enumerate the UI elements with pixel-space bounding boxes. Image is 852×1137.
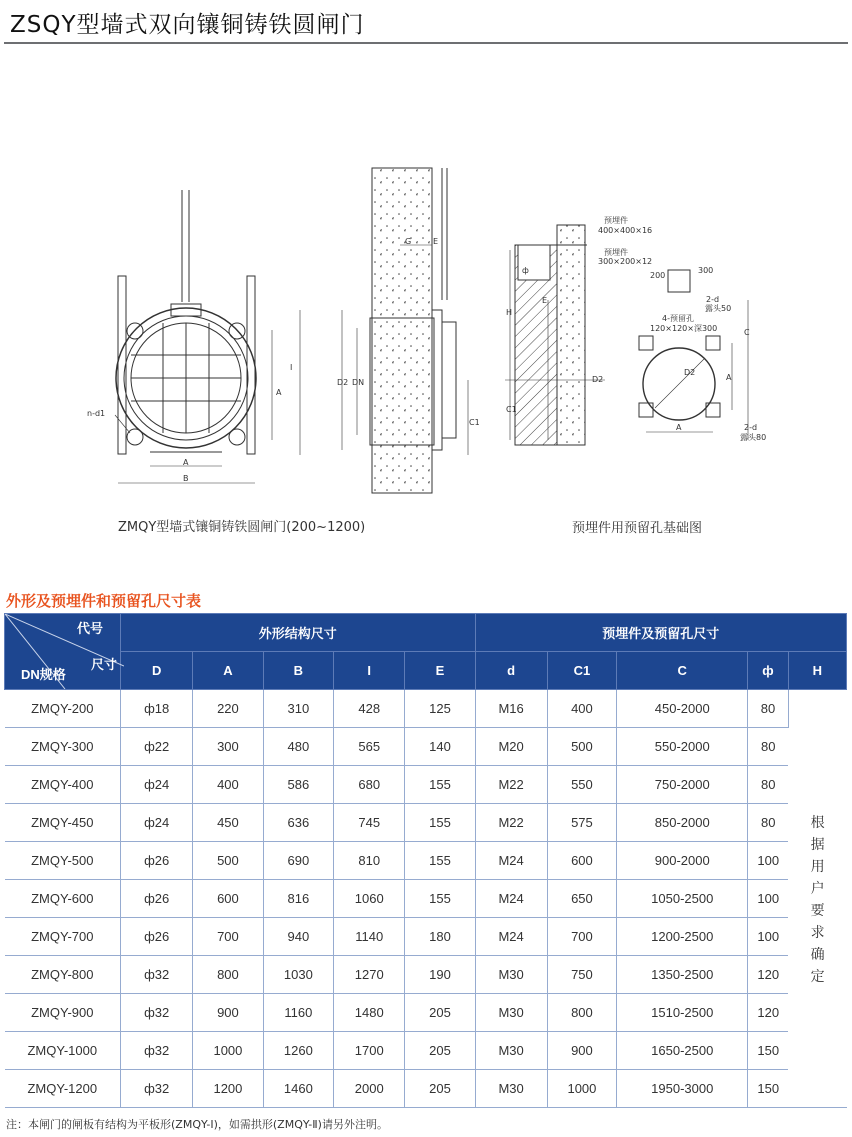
table-cell: ф26	[121, 918, 193, 956]
label-exposed-50: 露头50	[705, 304, 732, 313]
table-cell: ф22	[121, 728, 193, 766]
column-header-2: B	[263, 652, 333, 690]
table-cell: M24	[475, 918, 547, 956]
table-row	[5, 690, 847, 728]
table-cell: 205	[405, 994, 475, 1032]
page-title: ZSQY型墙式双向镶铜铸铁圆闸门	[10, 12, 365, 38]
table-cell: 816	[263, 880, 333, 918]
table-cell: 600	[547, 842, 616, 880]
model-cell: ZMQY-700	[5, 918, 121, 956]
table-cell: 690	[263, 842, 333, 880]
table-cell: 300	[193, 728, 263, 766]
table-cell: 140	[405, 728, 475, 766]
table-cell: 550-2000	[617, 728, 748, 766]
table-cell: 1950-3000	[617, 1070, 748, 1108]
front-view-drawing	[115, 190, 300, 483]
label-embed-2-size: 300×200×12	[598, 257, 653, 266]
table-cell: 100	[748, 842, 788, 880]
corner-dn-label: DN规格	[21, 667, 66, 682]
label-found-A-bottom: A	[676, 423, 682, 432]
group-outline-header: 外形结构尺寸	[121, 614, 475, 652]
corner-size-label: 尺寸	[91, 657, 118, 672]
table-cell: 810	[334, 842, 405, 880]
table-cell: 120	[748, 956, 788, 994]
table-cell: 850-2000	[617, 804, 748, 842]
table-cell: ф26	[121, 880, 193, 918]
column-header-4: E	[405, 652, 475, 690]
table-cell: 700	[193, 918, 263, 956]
model-cell: ZMQY-1000	[5, 1032, 121, 1070]
table-cell: 428	[334, 690, 405, 728]
table-cell: 1700	[334, 1032, 405, 1070]
table-cell: 155	[405, 880, 475, 918]
table-cell: M30	[475, 956, 547, 994]
table-row	[5, 728, 847, 766]
label-side-C1: C1	[469, 418, 480, 427]
table-cell: ф32	[121, 956, 193, 994]
table-cell: 500	[193, 842, 263, 880]
model-cell: ZMQY-300	[5, 728, 121, 766]
table-cell: M22	[475, 804, 547, 842]
table-cell: M30	[475, 1070, 547, 1108]
table-cell: ф26	[121, 842, 193, 880]
label-front-A-vertical: A	[276, 388, 282, 397]
table-cell: 940	[263, 918, 333, 956]
table-cell: 1460	[263, 1070, 333, 1108]
label-found-C: C	[744, 328, 750, 337]
label-found-E: E	[542, 296, 548, 305]
model-cell: ZMQY-800	[5, 956, 121, 994]
table-cell: 900	[547, 1032, 616, 1070]
table-cell: 1030	[263, 956, 333, 994]
table-cell: 586	[263, 766, 333, 804]
dimension-table	[4, 613, 847, 1108]
label-found-D2: D2	[592, 375, 604, 384]
table-row	[5, 766, 847, 804]
table-cell: 155	[405, 842, 475, 880]
table-cell: 100	[748, 880, 788, 918]
label-2d-top: 2-d	[706, 295, 720, 304]
table-cell: 900	[193, 994, 263, 1032]
model-cell: ZMQY-200	[5, 690, 121, 728]
table-cell: 600	[193, 880, 263, 918]
label-exposed-80: 露头80	[740, 433, 767, 442]
label-front-A: A	[183, 458, 189, 467]
table-cell: 900-2000	[617, 842, 748, 880]
table-cell: 480	[263, 728, 333, 766]
label-4-holes: 4-预留孔	[662, 314, 694, 323]
label-embed-1: 预埋件	[604, 216, 628, 225]
table-cell: 155	[405, 804, 475, 842]
title-divider	[4, 42, 848, 44]
column-header-3: I	[334, 652, 405, 690]
table-row	[5, 880, 847, 918]
table-cell: ф24	[121, 766, 193, 804]
label-embed-1-size: 400×400×16	[598, 226, 653, 235]
table-cell: 1000	[193, 1032, 263, 1070]
table-cell: 1200-2500	[617, 918, 748, 956]
table-row	[5, 804, 847, 842]
label-hole-size: 120×120×深300	[650, 324, 718, 333]
table-cell: 205	[405, 1070, 475, 1108]
corner-header	[5, 614, 121, 690]
model-cell: ZMQY-450	[5, 804, 121, 842]
table-cell: 150	[748, 1070, 788, 1108]
column-header-5: d	[475, 652, 547, 690]
model-cell: ZMQY-500	[5, 842, 121, 880]
table-cell: 80	[748, 690, 788, 728]
table-row	[5, 994, 847, 1032]
table-cell: 1650-2500	[617, 1032, 748, 1070]
corner-code-label: 代号	[77, 621, 104, 636]
table-cell: 800	[547, 994, 616, 1032]
table-cell: ф18	[121, 690, 193, 728]
column-header-8: ф	[748, 652, 788, 690]
label-300: 300	[698, 266, 714, 275]
label-nd1: n-d1	[87, 409, 106, 418]
table-cell: 2000	[334, 1070, 405, 1108]
table-cell: ф24	[121, 804, 193, 842]
label-found-D2-circle: D2	[684, 368, 696, 377]
label-phi: ф	[522, 266, 529, 275]
table-cell: 1000	[547, 1070, 616, 1108]
table-cell: 1050-2500	[617, 880, 748, 918]
table-cell: 450-2000	[617, 690, 748, 728]
table-cell: 650	[547, 880, 616, 918]
table-cell: 800	[193, 956, 263, 994]
table-cell: 550	[547, 766, 616, 804]
label-embed-2: 预埋件	[604, 248, 628, 257]
model-cell: ZMQY-400	[5, 766, 121, 804]
table-cell: 636	[263, 804, 333, 842]
table-cell: 700	[547, 918, 616, 956]
table-cell: 150	[748, 1032, 788, 1070]
table-row	[5, 956, 847, 994]
table-row	[5, 918, 847, 956]
table-cell: 575	[547, 804, 616, 842]
table-cell: 190	[405, 956, 475, 994]
technical-drawings	[0, 150, 852, 500]
table-cell: 450	[193, 804, 263, 842]
table-cell: 1480	[334, 994, 405, 1032]
table-cell: 1270	[334, 956, 405, 994]
table-cell: 80	[748, 728, 788, 766]
group-embed-header: 预埋件及预留孔尺寸	[475, 614, 846, 652]
table-cell: 750-2000	[617, 766, 748, 804]
table-cell: 1510-2500	[617, 994, 748, 1032]
table-cell: M30	[475, 1032, 547, 1070]
model-cell: ZMQY-600	[5, 880, 121, 918]
label-found-C1: C1	[506, 405, 517, 414]
table-cell: 155	[405, 766, 475, 804]
side-section-drawing	[342, 168, 468, 493]
table-cell: 680	[334, 766, 405, 804]
model-cell: ZMQY-900	[5, 994, 121, 1032]
h-column-note-text: 根 据 用 户 要 求 确 定	[810, 813, 825, 984]
table-cell: 125	[405, 690, 475, 728]
table-cell: ф32	[121, 1032, 193, 1070]
column-header-0: D	[121, 652, 193, 690]
table-cell: 750	[547, 956, 616, 994]
table-cell: 1060	[334, 880, 405, 918]
caption-right: 预埋件用预留孔基础图	[572, 521, 703, 536]
label-found-H: H	[506, 308, 513, 317]
table-cell: 120	[748, 994, 788, 1032]
table-cell: ф32	[121, 1070, 193, 1108]
model-cell: ZMQY-1200	[5, 1070, 121, 1108]
label-200: 200	[650, 271, 666, 280]
table-cell: 220	[193, 690, 263, 728]
table-cell: 1350-2500	[617, 956, 748, 994]
table-cell: 565	[334, 728, 405, 766]
column-header-9: H	[788, 652, 846, 690]
label-found-A-vertical: A	[726, 373, 732, 382]
table-cell: M22	[475, 766, 547, 804]
label-2d-bottom: 2-d	[744, 423, 758, 432]
table-cell: 1160	[263, 994, 333, 1032]
column-header-1: A	[193, 652, 263, 690]
label-front-I: I	[290, 363, 293, 372]
table-cell: 745	[334, 804, 405, 842]
table-cell: 400	[547, 690, 616, 728]
table-cell: 180	[405, 918, 475, 956]
label-side-G: G	[405, 237, 412, 246]
table-cell: 80	[748, 804, 788, 842]
table-cell: 100	[748, 918, 788, 956]
table-cell: M16	[475, 690, 547, 728]
table-cell: 500	[547, 728, 616, 766]
label-front-B: B	[183, 474, 189, 483]
section-title: 外形及预埋件和预留孔尺寸表	[6, 592, 202, 610]
table-cell: ф32	[121, 994, 193, 1032]
table-cell: 1200	[193, 1070, 263, 1108]
table-cell: M20	[475, 728, 547, 766]
label-side-D2: D2	[337, 378, 349, 387]
caption-left: ZMQY型墙式镶铜铸铁圆闸门(200~1200)	[118, 520, 366, 535]
table-cell: M30	[475, 994, 547, 1032]
column-header-6: C1	[547, 652, 616, 690]
table-cell: 310	[263, 690, 333, 728]
label-side-DN: DN	[352, 378, 365, 387]
table-row	[5, 1032, 847, 1070]
table-row	[5, 1070, 847, 1108]
table-cell: 400	[193, 766, 263, 804]
label-side-E: E	[433, 237, 439, 246]
table-cell: M24	[475, 842, 547, 880]
column-header-7: C	[617, 652, 748, 690]
table-row	[5, 842, 847, 880]
table-cell: M24	[475, 880, 547, 918]
table-cell: 1140	[334, 918, 405, 956]
footnote: 注：本闸门的闸板有结构为平板形(ZMQY-Ⅰ)，如需拱形(ZMQY-Ⅱ)请另外注明。	[6, 1118, 388, 1131]
h-column-note	[788, 690, 846, 1108]
table-cell: 1260	[263, 1032, 333, 1070]
table-cell: 80	[748, 766, 788, 804]
table-cell: 205	[405, 1032, 475, 1070]
